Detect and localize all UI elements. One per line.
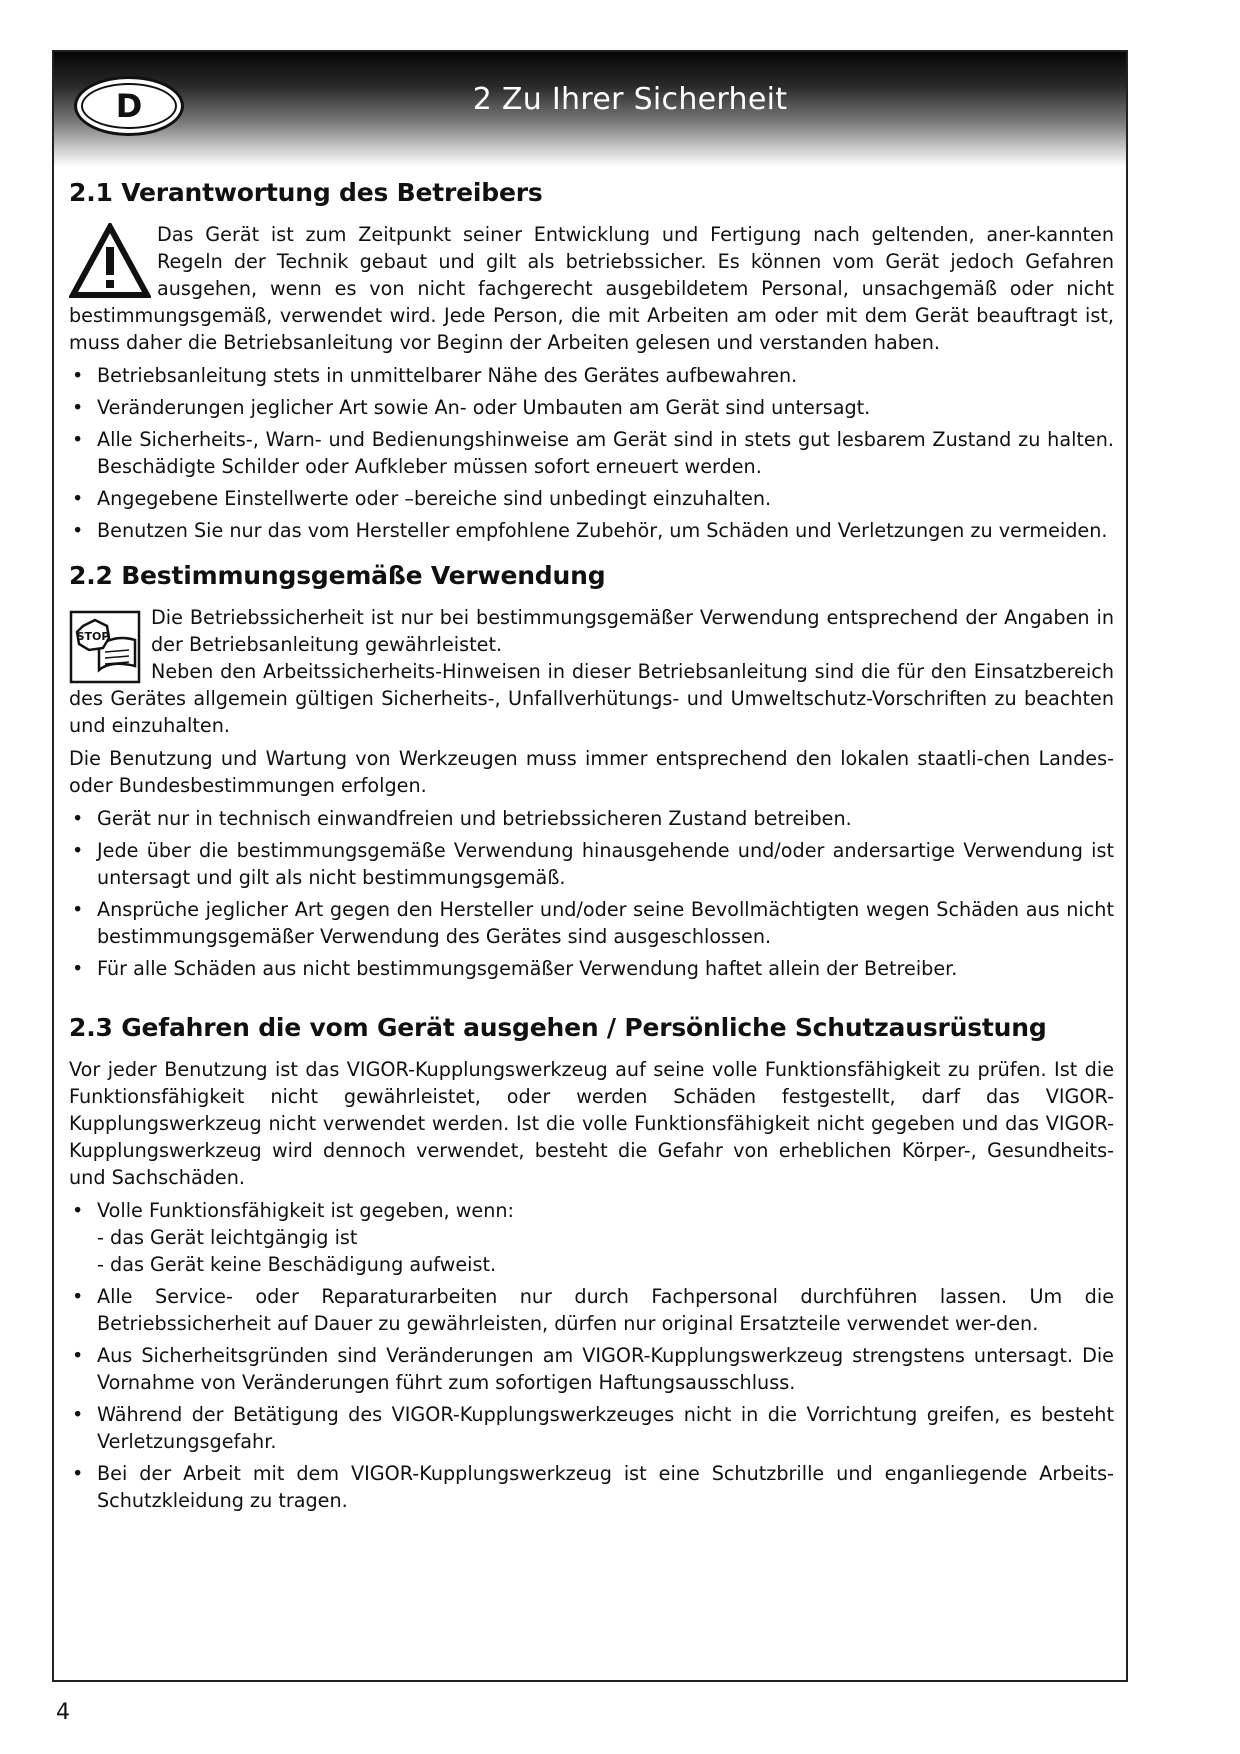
list-item: • Benutzen Sie nur das vom Hersteller empfohlene Zubehör, um Schäden und Verletzungen zu vermeiden. [69, 517, 1114, 544]
section-2-3-list [69, 1197, 1114, 1514]
section-2-2-paragraph-3: Die Benutzung und Wartung von Werkzeugen muss immer entsprechend den lokalen staatli-chen Landes- oder Bundesbestimmungen erfolgen. [69, 747, 1114, 797]
list-item: • Alle Service- oder Reparaturarbeiten nur durch Fachpersonal durchführen lassen. Um die Betriebssicherheit auf Dauer zu gewährleisten, dürfen nur original Ersatzteile verwendet wer-den. [69, 1283, 1114, 1337]
section-2-1-heading: 2.1 Verantwortung des Betreibers [69, 178, 543, 207]
stop-sign-text: STOP [76, 630, 110, 643]
section-2-2-paragraph-2: Neben den Arbeitssicherheits-Hinweisen in dieser Betriebsanleitung sind die für den Einsatzbereich des Gerätes allgemein gültigen Sicherheits-, Unfallverhütungs- und Umweltschutz-Vorschriften zu beachten und einzuhalten. [69, 660, 1114, 737]
list-item: • Alle Sicherheits-, Warn- und Bedienungshinweise am Gerät sind in stets gut lesbarem Zustand zu halten. Beschädigte Schilder oder Aufkleber müssen sofort erneuert werden. [69, 426, 1114, 480]
section-2-2-paragraph-1: Die Betriebssicherheit ist nur bei bestimmungsgemäßer Verwendung entsprechend der Angaben in der Betriebsanleitung gewährleistet. [151, 606, 1114, 656]
list-subitem: - das Gerät leichtgängig ist [97, 1226, 358, 1249]
list-subitem: - das Gerät keine Beschädigung aufweist. [97, 1253, 497, 1276]
page-number: 4 [56, 1700, 70, 1725]
warning-triangle-icon [69, 223, 151, 299]
page-frame [52, 50, 1128, 1682]
section-2-1-intro: Das Gerät ist zum Zeitpunkt seiner Entwicklung und Fertigung nach geltenden, aner-kannten Regeln der Technik gebaut und gilt als betriebssicher. Es können vom Gerät jedoch Gefahren ausgehen, wenn es von nicht fachgerecht ausgebildetem Personal, unsachgemäß oder nicht bestimmungsgemäß, verwendet wird. Jede Person, die mit Arbeiten am oder mit dem Gerät beauftragt ist, muss daher die Betriebsanleitung vor Beginn der Arbeiten gelesen und verstanden haben. [69, 223, 1114, 354]
section-2-3-heading: 2.3 Gefahren die vom Gerät ausgehen / Persönliche Schutzausrüstung [69, 1013, 1047, 1042]
section-2-2-heading: 2.2 Bestimmungsgemäße Verwendung [69, 561, 606, 590]
page-title: 2 Zu Ihrer Sicherheit [472, 82, 788, 117]
section-2-1-list [69, 362, 1114, 544]
list-item: • Ansprüche jeglicher Art gegen den Hersteller und/oder seine Bevollmächtigten wegen Schäden aus nicht bestimmungsgemäßer Verwendung des Gerätes sind ausgeschlossen. [69, 896, 1114, 950]
list-item [69, 1197, 1114, 1278]
stop-book-icon [69, 610, 141, 684]
list-item: • Betriebsanleitung stets in unmittelbarer Nähe des Gerätes aufbewahren. [69, 362, 1114, 389]
list-item: • Gerät nur in technisch einwandfreien und betriebssicheren Zustand betreiben. [69, 805, 1114, 832]
list-item: • Bei der Arbeit mit dem VIGOR-Kupplungswerkzeug ist eine Schutzbrille und enganliegende Arbeits-Schutzkleidung zu tragen. [69, 1460, 1114, 1514]
list-item: • Angegebene Einstellwerte oder –bereiche sind unbedingt einzuhalten. [69, 485, 1114, 512]
section-2-3-intro: Vor jeder Benutzung ist das VIGOR-Kupplungswerkzeug auf seine volle Funktionsfähigkeit zu prüfen. Ist die Funktionsfähigkeit nicht gewährleistet, oder werden Schäden festgestellt, darf das VIGOR-Kupplungswerkzeug nicht verwendet werden. Ist die volle Funktionsfähigkeit nicht gegeben und das VIGOR-Kupplungswerkzeug wird dennoch verwendet, besteht die Gefahr von erheblichen Körper-, Gesundheits- und Sachschäden. [69, 1058, 1114, 1189]
section-header [54, 52, 1126, 167]
list-item: • Veränderungen jeglicher Art sowie An- oder Umbauten am Gerät sind untersagt. [69, 394, 1114, 421]
list-item: • Jede über die bestimmungsgemäße Verwendung hinausgehende und/oder andersartige Verwendung ist untersagt und gilt als nicht bestimmungsgemäß. [69, 837, 1114, 891]
list-item: • Aus Sicherheitsgründen sind Veränderungen am VIGOR-Kupplungswerkzeug strengstens untersagt. Die Vornahme von Veränderungen führt zum sofortigen Haftungsausschluss. [69, 1342, 1114, 1396]
language-badge: D [74, 76, 184, 136]
section-2-2-list [69, 805, 1114, 982]
list-item: • Während der Betätigung des VIGOR-Kupplungswerkzeuges nicht in die Vorrichtung greifen, es besteht Verletzungsgefahr. [69, 1401, 1114, 1455]
list-item: • Für alle Schäden aus nicht bestimmungsgemäßer Verwendung haftet allein der Betreiber. [69, 955, 1114, 982]
page-content [69, 177, 1114, 1520]
list-item-text: Volle Funktionsfähigkeit ist gegeben, wenn: [97, 1199, 515, 1222]
